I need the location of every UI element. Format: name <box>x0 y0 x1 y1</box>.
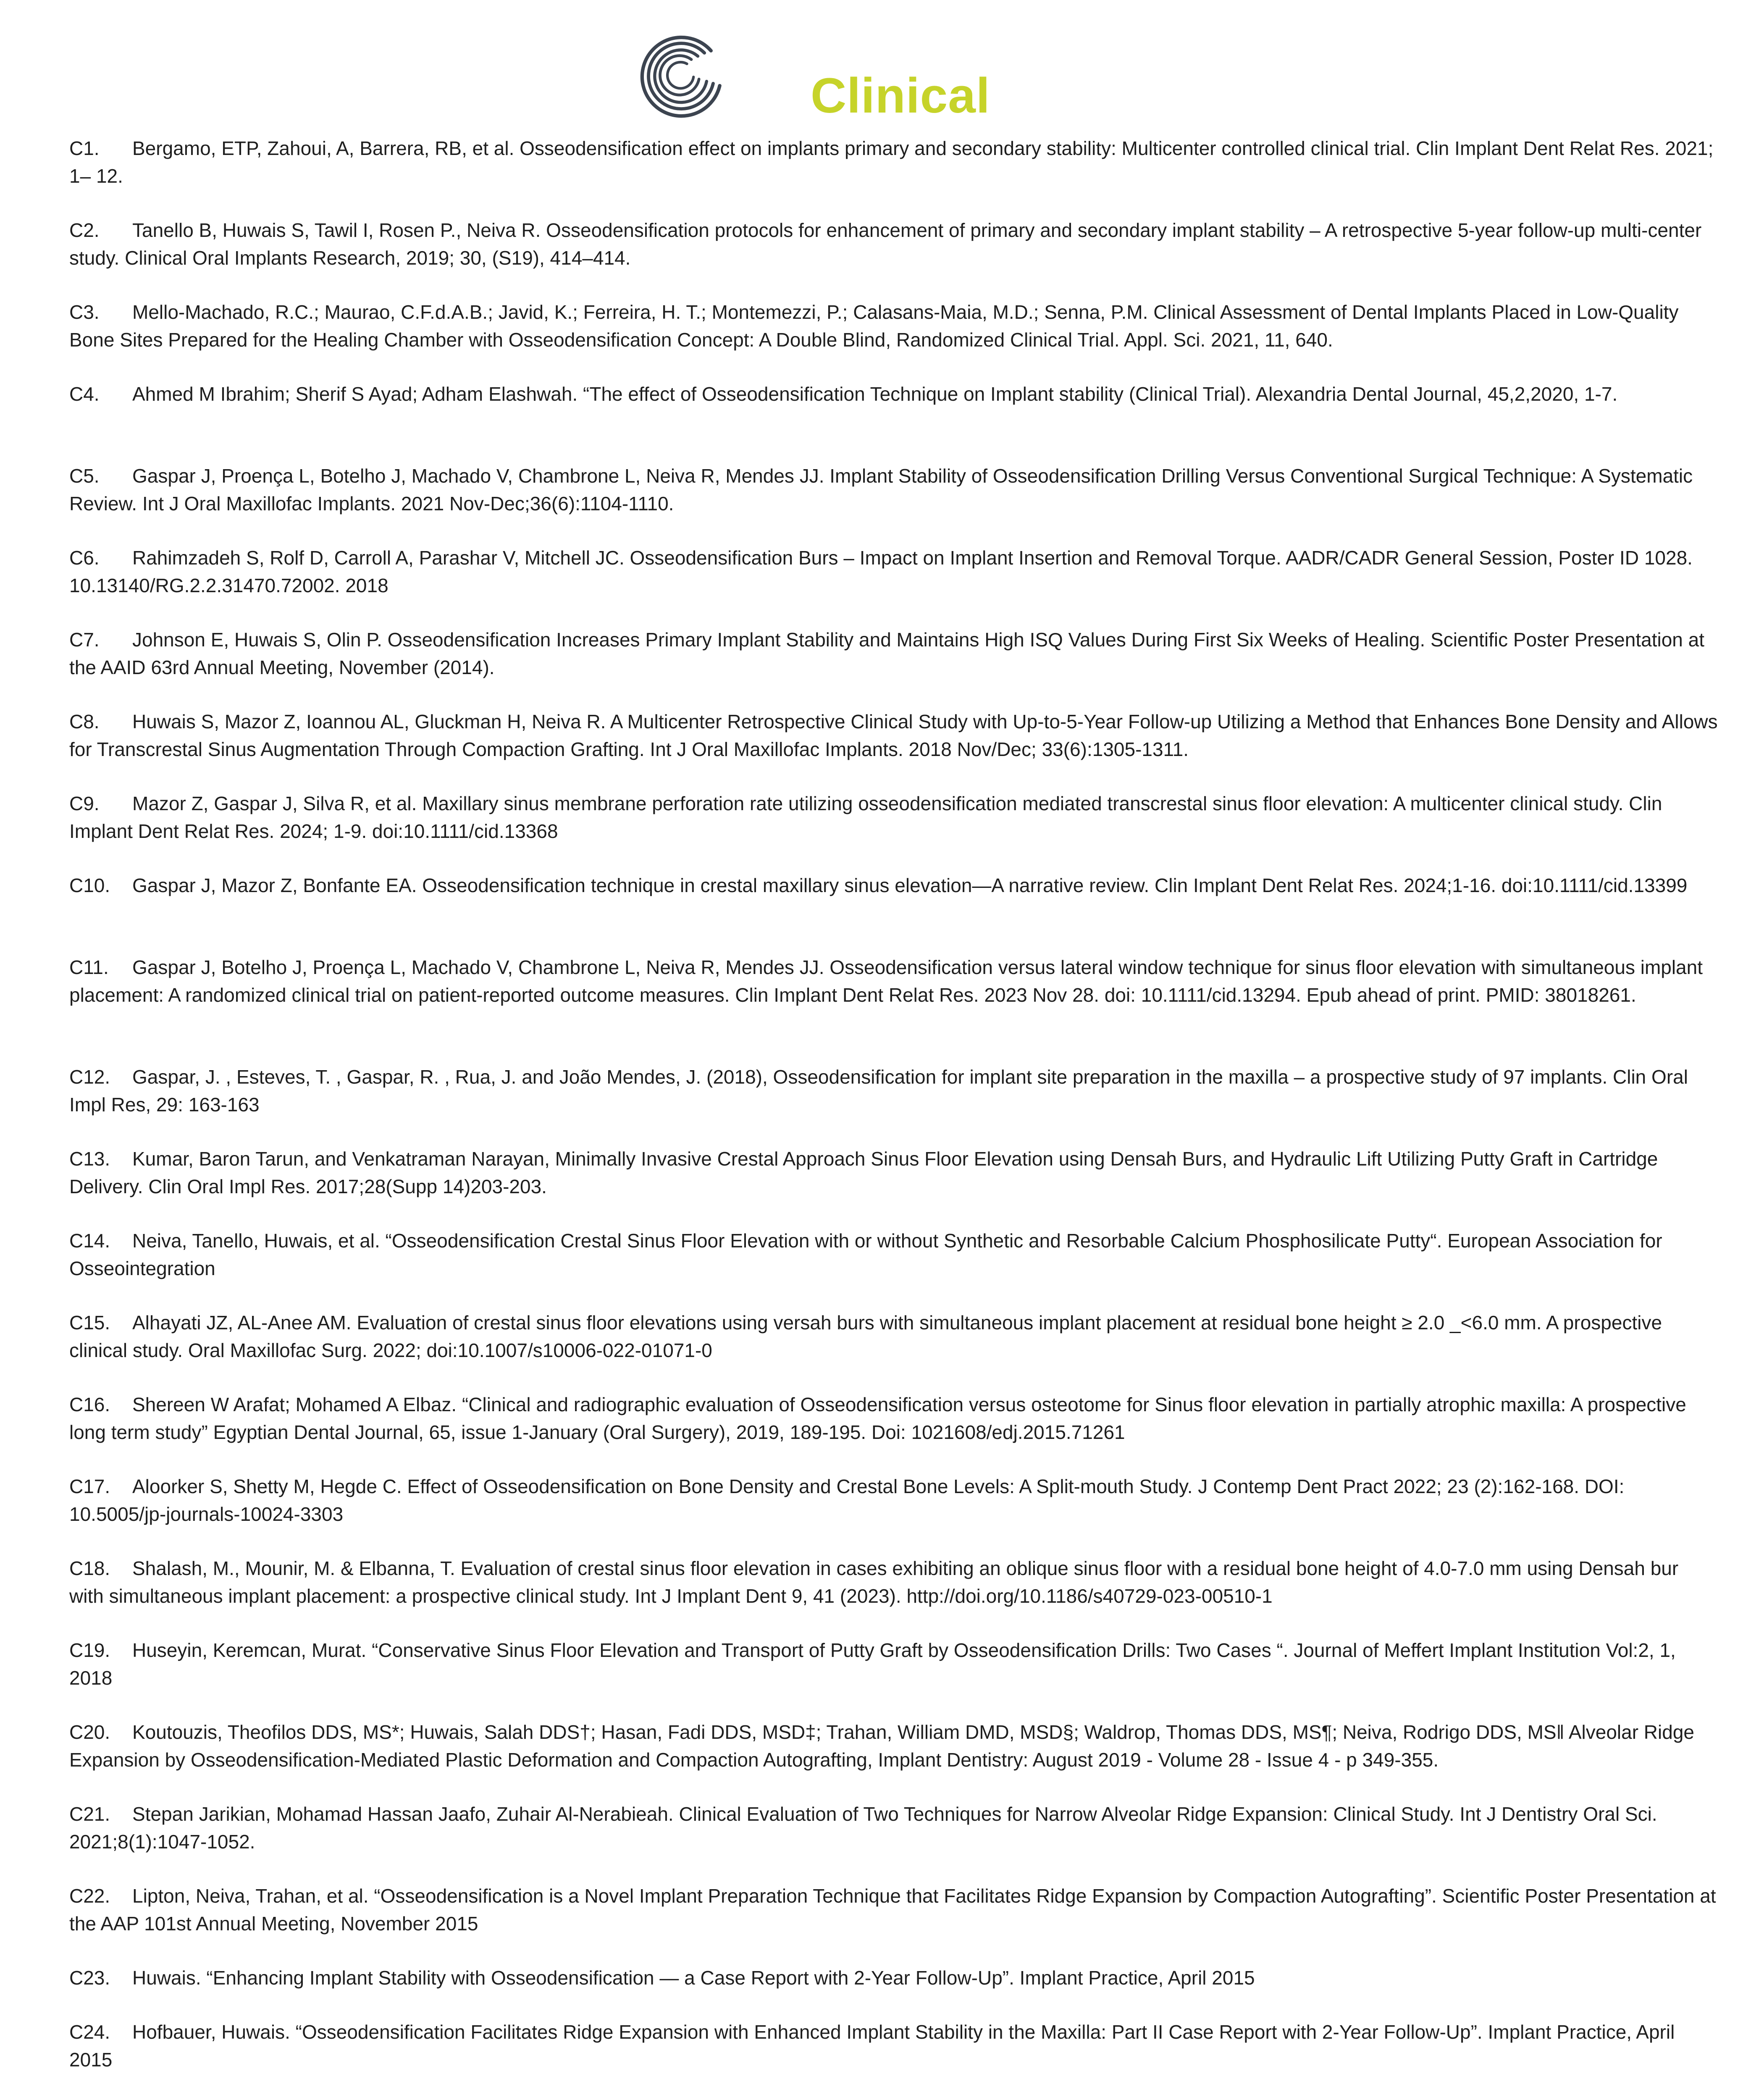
reference-item <box>69 1554 1718 1610</box>
reference-text: Koutouzis, Theofilos DDS, MS*; Huwais, Salah DDS†; Hasan, Fadi DDS, MSD‡; Trahan, William DMD, MSD§; Waldrop, Thomas DDS, MS¶; Neiva, Rodrigo DDS, MS‖ Alveolar Ridge Expansion by Osseodensification-Mediated Plastic Deformation and Compaction Autografting, Implant Dentistry: August 2019 - Volume 28 - Issue 4 - p 349-355. <box>69 1721 1694 1771</box>
reference-number: C11. <box>69 956 109 978</box>
reference-item <box>69 134 1718 190</box>
reference-item <box>69 1964 1718 1992</box>
reference-text: Neiva, Tanello, Huwais, et al. “Osseodensification Crestal Sinus Floor Elevation with or without Synthetic and Resorbable Calcium Phosphosilicate Putty“. European Association for Osseointegration <box>69 1230 1662 1279</box>
reference-number: C17. <box>69 1475 110 1497</box>
reference-number: C1. <box>69 137 100 159</box>
reference-text: Huseyin, Keremcan, Murat. “Conservative Sinus Floor Elevation and Transport of Putty Graft by Osseodensification Drills: Two Cases “. Journal of Meffert Implant Institution Vol:2, 1, 2018 <box>69 1639 1676 1689</box>
reference-number: C6. <box>69 547 100 569</box>
reference-number: C24. <box>69 2021 110 2043</box>
reference-number: C22. <box>69 1885 110 1907</box>
reference-item <box>69 1309 1718 1364</box>
reference-item <box>69 1063 1718 1118</box>
reference-item <box>69 790 1718 845</box>
reference-item <box>69 2018 1718 2074</box>
reference-text: Shalash, M., Mounir, M. & Elbanna, T. Evaluation of crestal sinus floor elevation in cases exhibiting an oblique sinus floor with a residual bone height of 4.0-7.0 mm using Densah bur with simultaneous implant placement: a prospective clinical study. Int J Implant Dent 9, 41 (2023). http://doi.org/10.1186/s40729-023-00510-1 <box>69 1557 1679 1607</box>
reference-text: Alhayati JZ, AL-Anee AM. Evaluation of crestal sinus floor elevations using versah burs with simultaneous implant placement at residual bone height ≥ 2.0 _<6.0 mm. A prospective clinical study. Oral Maxillofac Surg. 2022; doi:10.1007/s10006-022-01071-0 <box>69 1312 1662 1361</box>
reference-number: C8. <box>69 711 100 732</box>
reference-item <box>69 544 1718 599</box>
reference-item <box>69 708 1718 763</box>
reference-text: Rahimzadeh S, Rolf D, Carroll A, Parashar V, Mitchell JC. Osseodensification Burs – Impact on Implant Insertion and Removal Torque. AADR/CADR General Session, Poster ID 1028. 10.13140/RG.2.2.31470.72002. 2018 <box>69 547 1693 596</box>
reference-text: Aloorker S, Shetty M, Hegde C. Effect of Osseodensification on Bone Density and Crestal Bone Levels: A Split-mouth Study. J Contemp Dent Pract 2022; 23 (2):162-168. DOI: 10.5005/jp-journals-10024-3303 <box>69 1475 1625 1525</box>
reference-number: C18. <box>69 1557 110 1579</box>
reference-item <box>69 216 1718 272</box>
reference-item <box>69 1800 1718 1856</box>
reference-item <box>69 1473 1718 1528</box>
reference-text: Bergamo, ETP, Zahoui, A, Barrera, RB, et al. Osseodensification effect on implants primary and secondary stability: Multicenter controlled clinical trial. Clin Implant Dent Relat Res. 2021; 1– 12. <box>69 137 1714 187</box>
reference-number: C14. <box>69 1230 110 1252</box>
reference-text: Gaspar J, Proença L, Botelho J, Machado V, Chambrone L, Neiva R, Mendes JJ. Implant Stability of Osseodensification Drilling Versus Conventional Surgical Technique: A Systematic Review. Int J Oral Maxillofac Implants. 2021 Nov-Dec;36(6):1104-1110. <box>69 465 1693 514</box>
reference-number: C19. <box>69 1639 110 1661</box>
reference-text: Huwais S, Mazor Z, Ioannou AL, Gluckman H, Neiva R. A Multicenter Retrospective Clinical Study with Up-to-5-Year Follow-up Utilizing a Method that Enhances Bone Density and Allows for Transcrestal Sinus Augmentation Through Compaction Grafting. Int J Oral Maxillofac Implants. 2018 Nov/Dec; 33(6):1305-1311. <box>69 711 1718 760</box>
reference-item <box>69 872 1718 927</box>
reference-item <box>69 298 1718 354</box>
reference-text: Mello-Machado, R.C.; Maurao, C.F.d.A.B.; Javid, K.; Ferreira, H. T.; Montemezzi, P.; Calasans-Maia, M.D.; Senna, P.M. Clinical Assessment of Dental Implants Placed in Low-Quality Bone Sites Prepared for the Healing Chamber with Osseodensification Concept: A Double Blind, Randomized Clinical Trial. Appl. Sci. 2021, 11, 640. <box>69 301 1679 351</box>
page-title: Clinical <box>811 68 990 123</box>
reference-number: C23. <box>69 1967 110 1989</box>
reference-item <box>69 380 1718 436</box>
reference-item <box>69 1718 1718 1774</box>
reference-number: C9. <box>69 793 100 814</box>
reference-number: C21. <box>69 1803 110 1825</box>
reference-item <box>69 462 1718 517</box>
reference-text: Hofbauer, Huwais. “Osseodensification Facilitates Ridge Expansion with Enhanced Implant Stability in the Maxilla: Part II Case Report with 2-Year Follow-Up”. Implant Practice, April 2015 <box>69 2021 1675 2071</box>
reference-number: C15. <box>69 1312 110 1334</box>
reference-number: C2. <box>69 219 100 241</box>
reference-item <box>69 953 1718 1037</box>
reference-item <box>69 1882 1718 1937</box>
reference-number: C7. <box>69 629 100 651</box>
reference-text: Gaspar J, Mazor Z, Bonfante EA. Osseodensification technique in crestal maxillary sinus elevation—A narrative review. Clin Implant Dent Relat Res. 2024;1-16. doi:10.1111/cid.13399 <box>132 874 1688 896</box>
page-header <box>0 8 1764 143</box>
reference-item <box>69 626 1718 681</box>
reference-text: Gaspar, J. , Esteves, T. , Gaspar, R. , Rua, J. and João Mendes, J. (2018), Osseodensification for implant site preparation in the maxilla – a prospective study of 97 implants. Clin Oral Impl Res, 29: 163-163 <box>69 1066 1688 1116</box>
swirl-logo-icon <box>626 20 735 129</box>
reference-text: Tanello B, Huwais S, Tawil I, Rosen P., Neiva R. Osseodensification protocols for enhancement of primary and secondary implant stability – A retrospective 5-year follow-up multi-center study. Clinical Oral Implants Research, 2019; 30, (S19), 414–414. <box>69 219 1702 269</box>
reference-text: Shereen W Arafat; Mohamed A Elbaz. “Clinical and radiographic evaluation of Osseodensification versus osteotome for Sinus floor elevation in partially atrophic maxilla: A prospective long term study” Egyptian Dental Journal, 65, issue 1-January (Oral Surgery), 2019, 189-195. Doi: 1021608/edj.2015.71261 <box>69 1394 1686 1443</box>
reference-number: C4. <box>69 383 100 405</box>
reference-text: Kumar, Baron Tarun, and Venkatraman Narayan, Minimally Invasive Crestal Approach Sinus Floor Elevation using Densah Burs, and Hydraulic Lift Utilizing Putty Graft in Cartridge Delivery. Clin Oral Impl Res. 2017;28(Supp 14)203-203. <box>69 1148 1658 1197</box>
reference-text: Johnson E, Huwais S, Olin P. Osseodensification Increases Primary Implant Stability and Maintains High ISQ Values During First Six Weeks of Healing. Scientific Poster Presentation at the AAID 63rd Annual Meeting, November (2014). <box>69 629 1705 678</box>
reference-item <box>69 1636 1718 1692</box>
reference-number: C16. <box>69 1394 110 1415</box>
reference-text: Stepan Jarikian, Mohamad Hassan Jaafo, Zuhair Al-Nerabieah. Clinical Evaluation of Two Techniques for Narrow Alveolar Ridge Expansion: Clinical Study. Int J Dentistry Oral Sci. 2021;8(1):1047-1052. <box>69 1803 1657 1853</box>
reference-item <box>69 1391 1718 1446</box>
reference-text: Huwais. “Enhancing Implant Stability with Osseodensification — a Case Report with 2-Year Follow-Up”. Implant Practice, April 2015 <box>132 1967 1255 1989</box>
reference-number: C12. <box>69 1066 110 1088</box>
reference-text: Gaspar J, Botelho J, Proença L, Machado V, Chambrone L, Neiva R, Mendes JJ. Osseodensification versus lateral window technique for sinus floor elevation with simultaneous implant placement: A randomized clinical trial on patient-reported outcome measures. Clin Implant Dent Relat Res. 2023 Nov 28. doi: 10.1111/cid.13294. Epub ahead of print. PMID: 38018261. <box>69 956 1703 1006</box>
reference-text: Lipton, Neiva, Trahan, et al. “Osseodensification is a Novel Implant Preparation Technique that Facilitates Ridge Expansion by Compaction Autografting”. Scientific Poster Presentation at the AAP 101st Annual Meeting, November 2015 <box>69 1885 1716 1935</box>
reference-text: Ahmed M Ibrahim; Sherif S Ayad; Adham Elashwah. “The effect of Osseodensification Technique on Implant stability (Clinical Trial). Alexandria Dental Journal, 45,2,2020, 1-7. <box>132 383 1618 405</box>
reference-number: C20. <box>69 1721 110 1743</box>
reference-number: C10. <box>69 874 110 896</box>
reference-item <box>69 1145 1718 1200</box>
reference-number: C5. <box>69 465 100 487</box>
reference-number: C13. <box>69 1148 110 1170</box>
reference-text: Mazor Z, Gaspar J, Silva R, et al. Maxillary sinus membrane perforation rate utilizing osseodensification mediated transcrestal sinus floor elevation: A multicenter clinical study. Clin Implant Dent Relat Res. 2024; 1-9. doi:10.1111/cid.13368 <box>69 793 1662 842</box>
reference-item <box>69 1227 1718 1282</box>
reference-list <box>69 134 1718 2100</box>
reference-number: C3. <box>69 301 100 323</box>
